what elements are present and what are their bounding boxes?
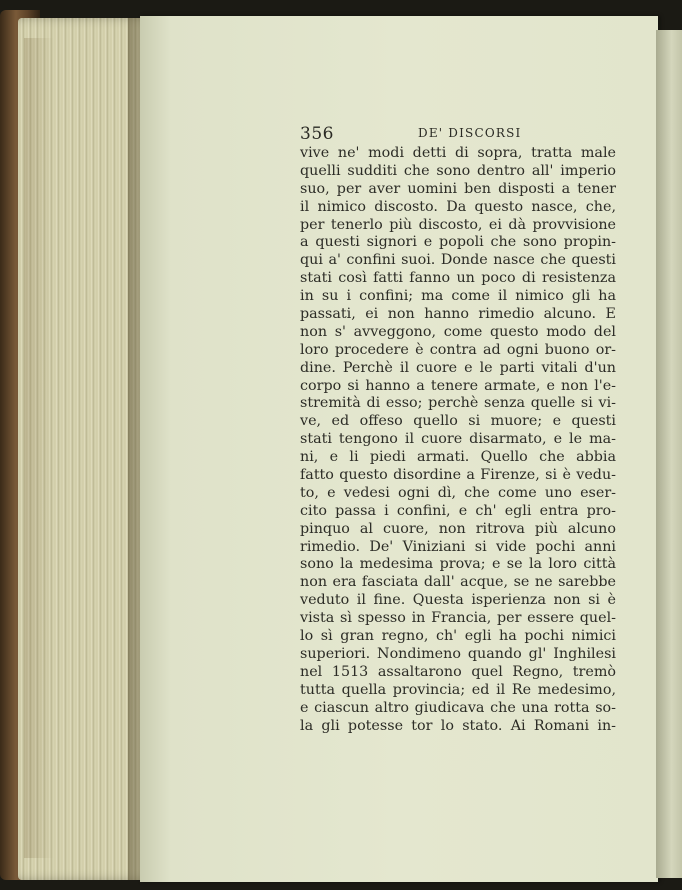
text-line: stremità di esso; perchè senza quelle si vi- bbox=[300, 395, 616, 412]
text-line: in su i confini; ma come il nimico gli ha bbox=[300, 288, 616, 305]
text-line: fatto questo disordine a Firenze, si è vedu- bbox=[300, 467, 616, 484]
text-line: pinquo al cuore, non ritrova più alcuno bbox=[300, 520, 616, 537]
text-line: dine. Perchè il cuore e le parti vitali d'un bbox=[300, 359, 616, 376]
text-line: lo sì gran regno, ch' egli ha pochi nimici bbox=[300, 628, 616, 645]
text-line: veduto il fine. Questa isperienza non si è bbox=[300, 592, 616, 609]
text-line: stati così fatti fanno un poco di resistenza bbox=[300, 270, 616, 287]
text-line: suo, per aver uomini ben disposti a tener bbox=[300, 180, 616, 197]
text-line: ve, ed offeso quello si muore; e questi bbox=[300, 413, 616, 430]
text-line: quelli sudditi che sono dentro all' imperio bbox=[300, 162, 616, 179]
text-line: la gli potesse tor lo stato. Ai Romani in- bbox=[300, 717, 616, 734]
text-line: qui a' confini suoi. Donde nasce che questi bbox=[300, 252, 616, 269]
body-text bbox=[300, 145, 616, 735]
text-line: ni, e li piedi armati. Quello che abbia bbox=[300, 449, 616, 466]
text-line: per tenerlo più discosto, ei dà provvisione bbox=[300, 216, 616, 233]
text-line: corpo si hanno a tenere armate, e non l'e- bbox=[300, 377, 616, 394]
text-line: loro procedere è contra ad ogni buono or- bbox=[300, 341, 616, 358]
facing-page-edge bbox=[656, 30, 682, 878]
text-line: to, e vedesi ogni dì, che come uno eser- bbox=[300, 484, 616, 501]
text-line: vista sì spesso in Francia, per essere quel- bbox=[300, 610, 616, 627]
text-line: stati tengono il cuore disarmato, e le ma- bbox=[300, 431, 616, 448]
text-line: sono la medesima prova; e se la loro città bbox=[300, 556, 616, 573]
text-line: e ciascun altro giudicava che una rotta so- bbox=[300, 699, 616, 716]
text-line: superiori. Nondimeno quando gl' Inghilesi bbox=[300, 645, 616, 662]
text-line: rimedio. De' Viniziani si vide pochi anni bbox=[300, 538, 616, 555]
page-header bbox=[300, 124, 630, 146]
text-line: vive ne' modi detti di sopra, tratta male bbox=[300, 145, 616, 161]
text-line: cito passa i confini, e ch' egli entra pro- bbox=[300, 502, 616, 519]
text-line: a questi signori e popoli che sono propin- bbox=[300, 234, 616, 251]
page-number: 356 bbox=[300, 124, 334, 144]
running-head: DE' DISCORSI bbox=[418, 126, 522, 140]
text-line: non era fasciata dall' acque, se ne sarebbe bbox=[300, 574, 616, 591]
text-line: non s' avveggono, come questo modo del bbox=[300, 323, 616, 340]
text-line: il nimico discosto. Da questo nasce, che, bbox=[300, 198, 616, 215]
text-line: nel 1513 assaltarono quel Regno, tremò bbox=[300, 663, 616, 680]
text-line: tutta quella provincia; ed il Re medesimo, bbox=[300, 681, 616, 698]
text-line: passati, ei non hanno rimedio alcuno. E bbox=[300, 306, 616, 323]
